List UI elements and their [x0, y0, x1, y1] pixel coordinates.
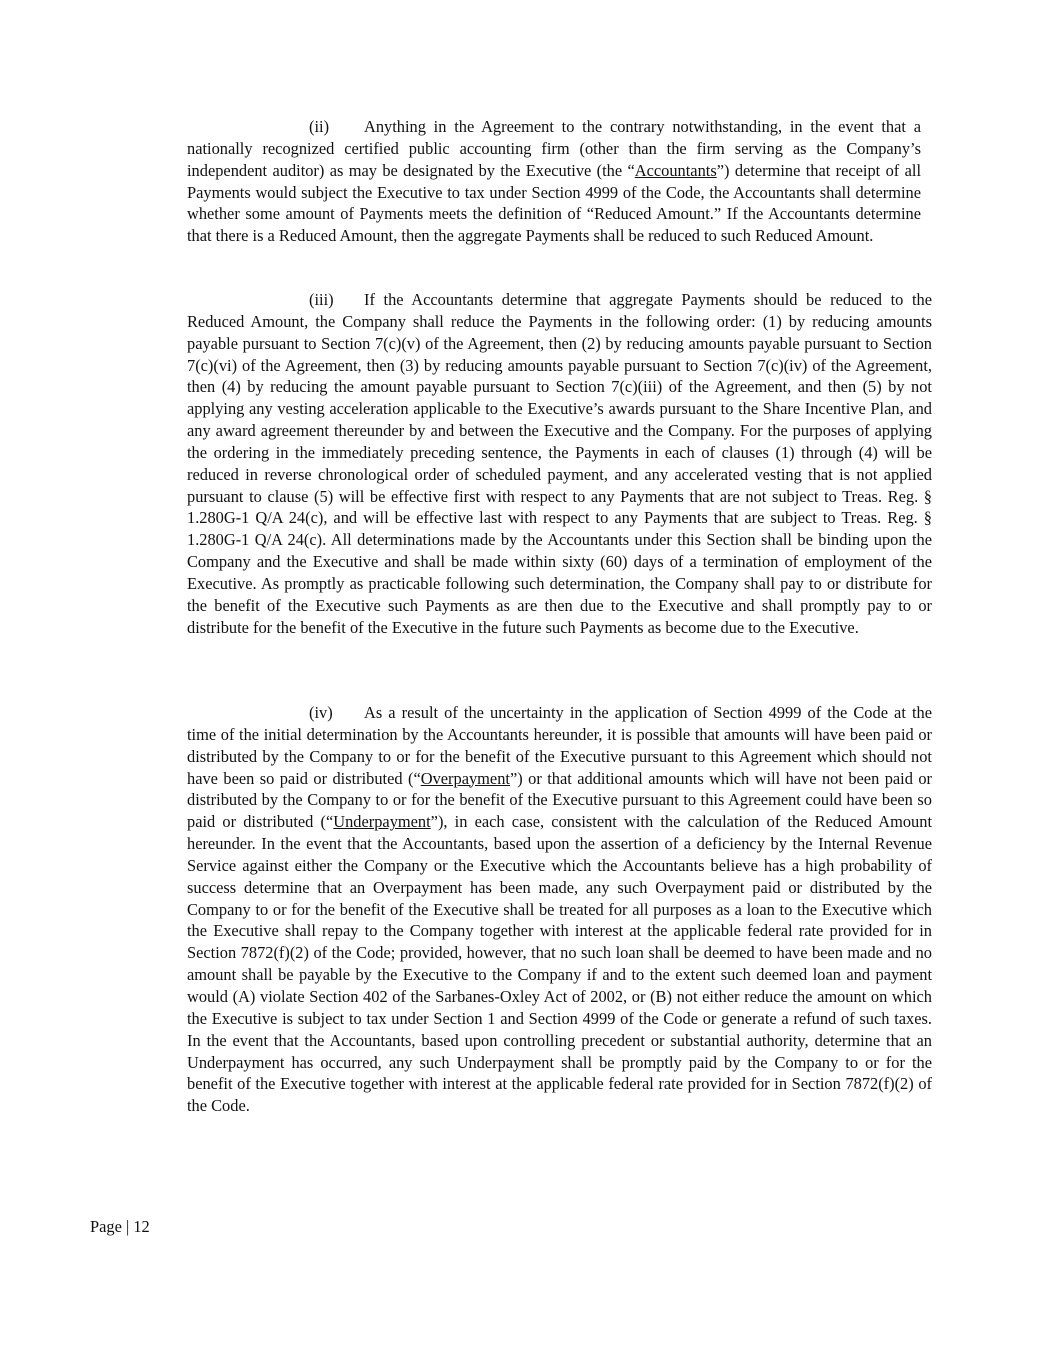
page-number-footer: Page | 12 [90, 1217, 150, 1236]
paragraph-ii-text-1: Anything in the Agreement to the contrary notwithstanding, in the event that a nationally recognized certified public accounting firm (other than the firm serving as the Company’s independent auditor) as may be designated by the Executive (the “ [187, 117, 921, 180]
paragraph-ii [187, 116, 921, 247]
paragraph-iv-number: (iv) [309, 703, 333, 722]
defined-term-underpayment: Underpayment [333, 812, 431, 832]
paragraph-iii-text: If the Accountants determine that aggregate Payments should be reduced to the Reduced Amount, the Company shall reduce the Payments in the following order: (1) by reducing amounts payable pursuant to Section 7(c)(v) of the Agreement, then (2) by reducing amounts payable pursuant to Section 7(c)(vi) of the Agreement, then (3) by reducing amounts payable pursuant to Section 7(c)(iv) of the Agreement, then (4) by reducing the amount payable pursuant to Section 7(c)(iii) of the Agreement, and then (5) by not applying any vesting acceleration applicable to the Executive’s awards pursuant to the Share Incentive Plan, and any award agreement thereunder by and between the Executive and the Company. For the purposes of applying the ordering in the immediately preceding sentence, the Payments in each of clauses (1) through (4) will be reduced in reverse chronological order of scheduled payment, and any accelerated vesting that is not applied pursuant to clause (5) will be effective first with respect to any Payments that are not subject to Treas. Reg. § 1.280G-1 Q/A 24(c), and will be effective last with respect to any Payments that are subject to Treas. Reg. § 1.280G-1 Q/A 24(c). All determinations made by the Accountants under this Section shall be binding upon the Company and the Executive and shall be made within sixty (60) days of a termination of employment of the Executive. As promptly as practicable following such determination, the Company shall pay to or distribute for the benefit of the Executive such Payments as are then due to the Executive and shall promptly pay to or distribute for the benefit of the Executive in the future such Payments as become due to the Executive. [187, 290, 932, 637]
paragraph-iii-number: (iii) [309, 290, 334, 309]
paragraph-iv-text-3: ”), in each case, consistent with the calculation of the Reduced Amount hereunder. In the event that the Accountants, based upon the assertion of a deficiency by the Internal Revenue Service against either the Company or the Executive which the Accountants believe has a high probability of success determine that an Overpayment has been made, any such Overpayment paid or distributed by the Company to or for the benefit of the Executive shall be treated for all purposes as a loan to the Executive which the Executive shall repay to the Company together with interest at the applicable federal rate provided for in Section 7872(f)(2) of the Code; provided, however, that no such loan shall be deemed to have been made and no amount shall be payable by the Executive to the Company if and to the extent such deemed loan and payment would (A) violate Section 402 of the Sarbanes-Oxley Act of 2002, or (B) not either reduce the amount on which the Executive is subject to tax under Section 1 and Section 4999 of the Code or generate a refund of such taxes. In the event that the Accountants, based upon controlling precedent or substantial authority, determine that an Underpayment has occurred, any such Underpayment shall be promptly paid by the Company to or for the benefit of the Executive together with interest at the applicable federal rate provided for in Section 7872(f)(2) of the Code. [187, 812, 933, 1116]
paragraph-ii-text-2: ”) determine that receipt of all Payments would subject the Executive to tax under Section 4999 of the Code, the Accountants shall determine whether some amount of Payments meets the definition of “Reduced Amount.” If the Accountants determine that there is a Reduced Amount, then the aggregate Payments shall be reduced to such Reduced Amount. [187, 160, 922, 246]
paragraph-iv-text-2: ”) or that additional amounts which will have not been paid or distributed by the Company to or for the benefit of the Executive pursuant to this Agreement could have been so paid or distributed (“ [187, 768, 932, 832]
paragraph-ii-number: (ii) [309, 117, 330, 136]
paragraph-iv [187, 702, 932, 1117]
paragraph-iii [187, 289, 932, 639]
paragraph-iv-text-1: As a result of the uncertainty in the application of Section 4999 of the Code at the time of the initial determination by the Accountants hereunder, it is possible that amounts will have been paid or distributed by the Company to or for the benefit of the Executive pursuant to this Agreement which should not have been so paid or distributed (“ [187, 703, 932, 788]
defined-term-overpayment: Overpayment [420, 768, 510, 788]
defined-term-accountants: Accountants [634, 160, 717, 180]
